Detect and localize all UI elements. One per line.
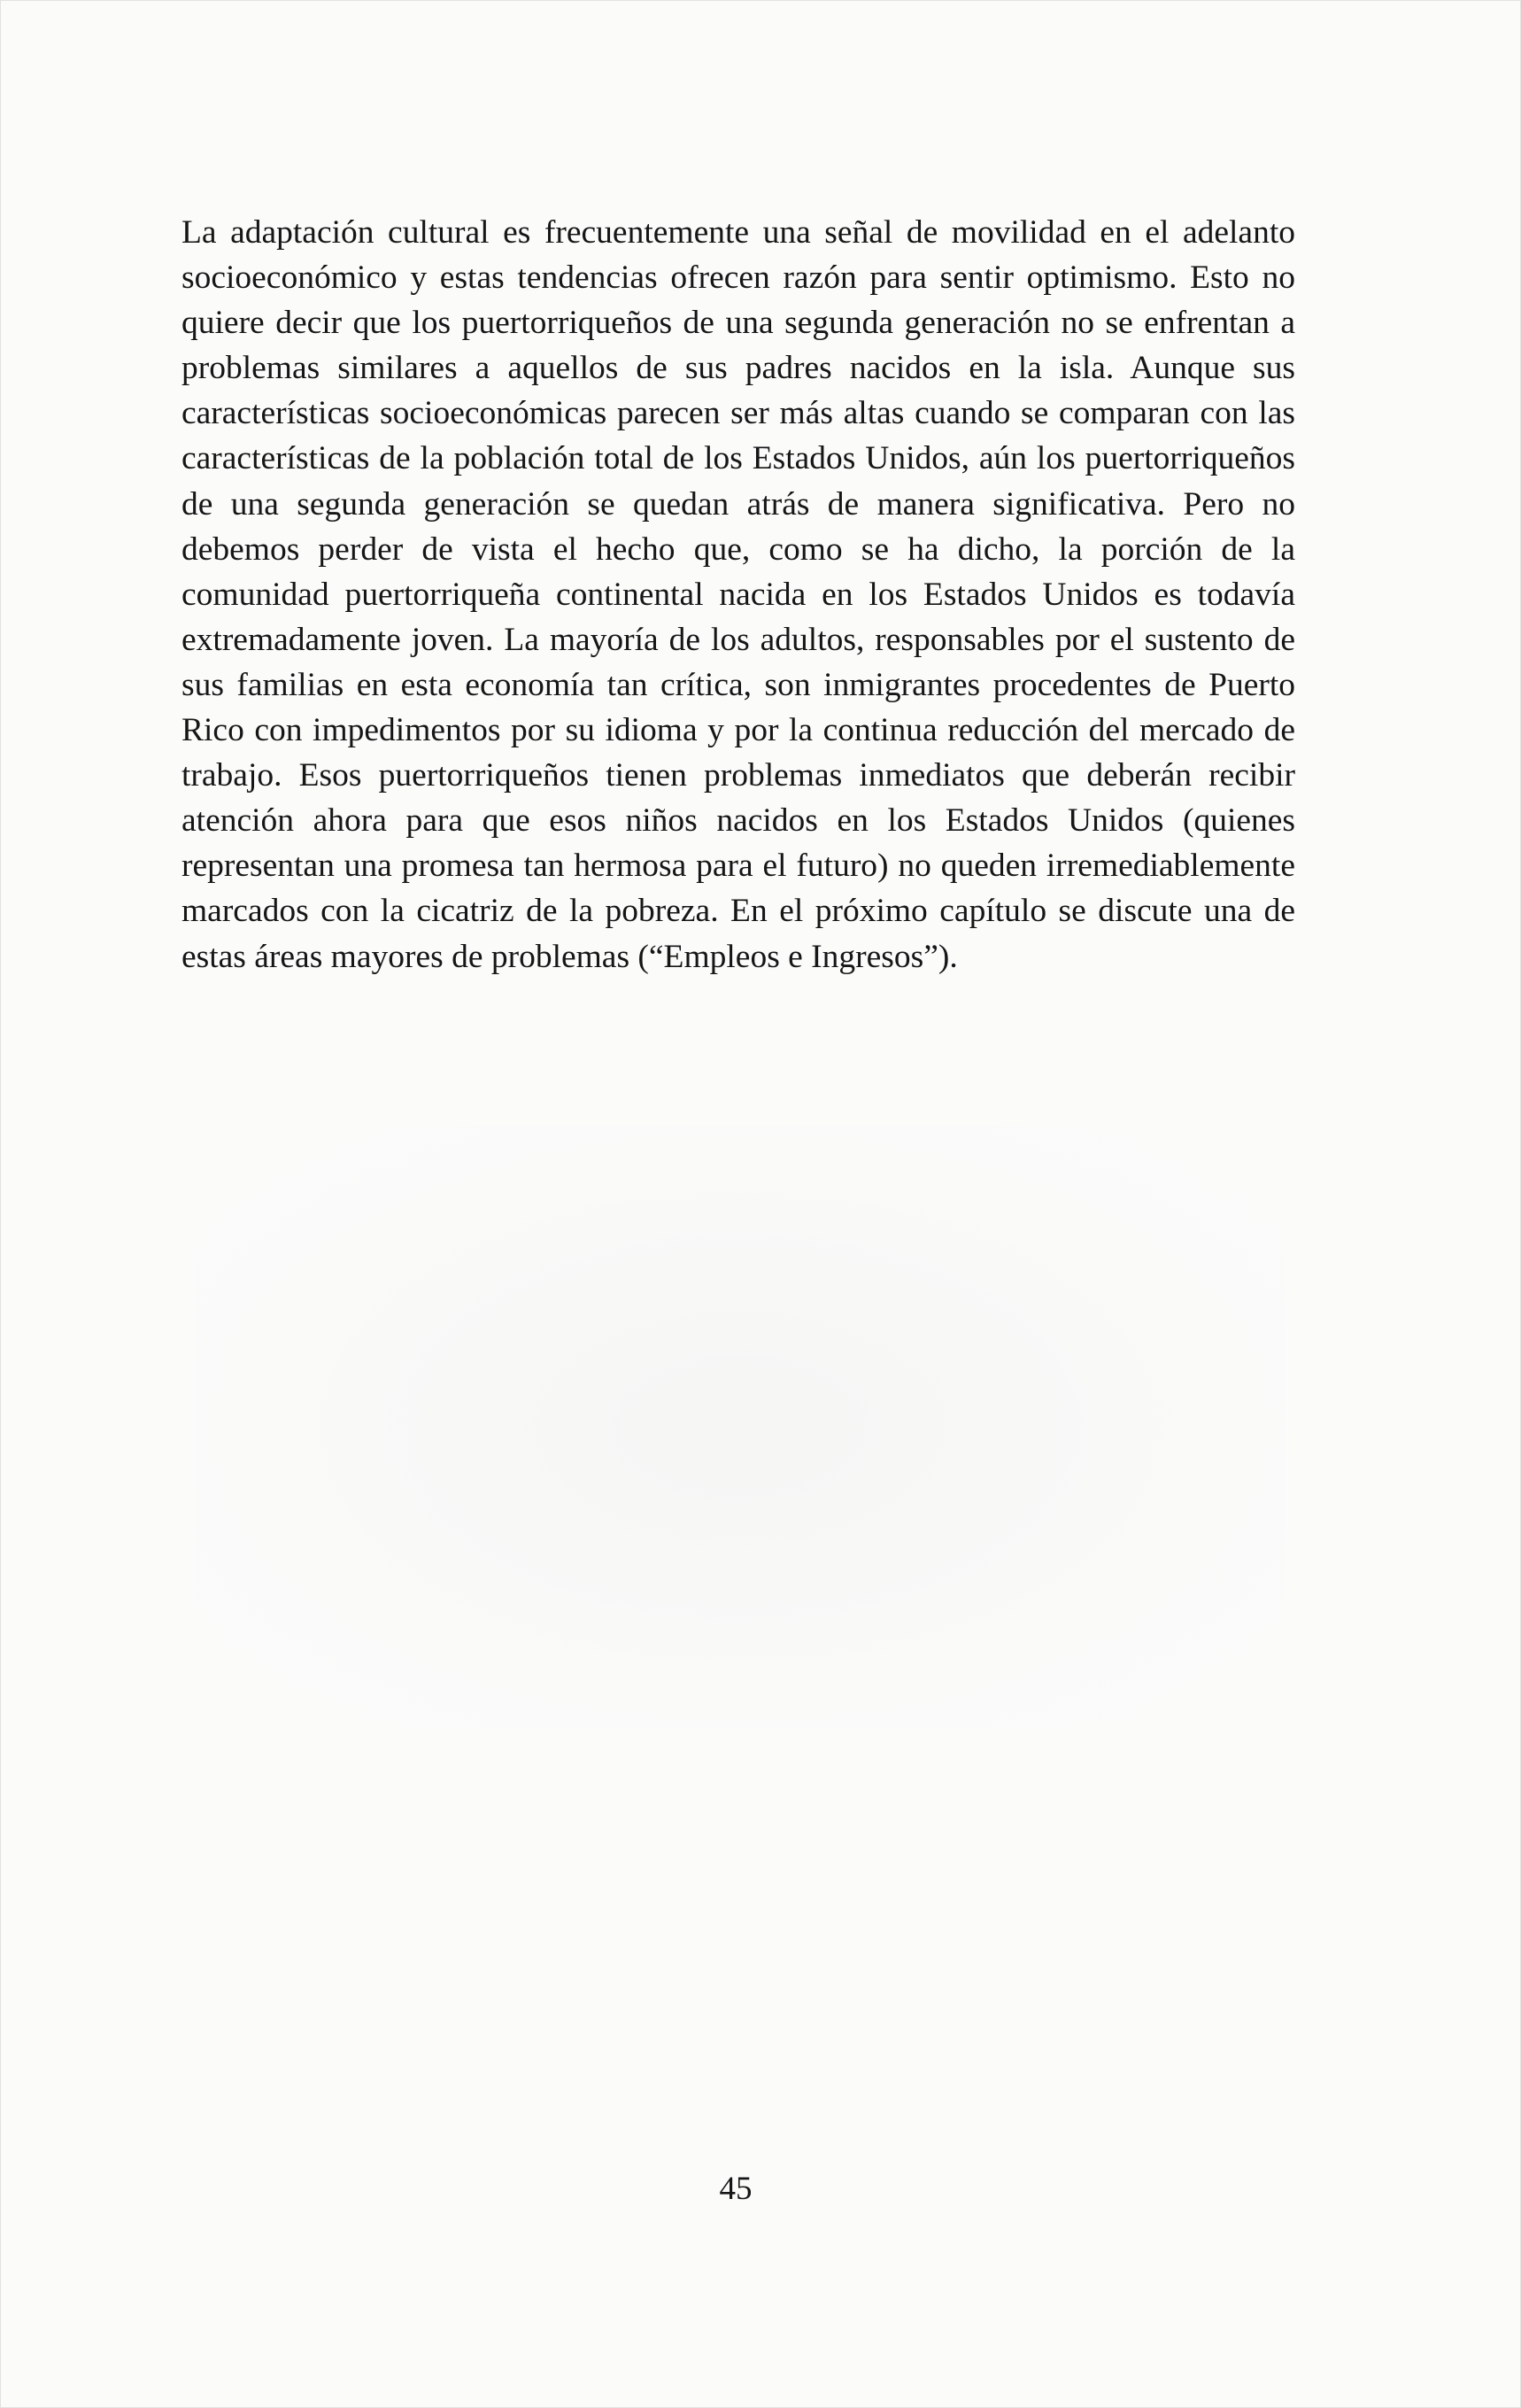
body-paragraph: La adaptación cultural es frecuentemente una señal de movilidad en el adelanto socioeconómico y estas tendencias ofrecen razón para sentir optimismo. Esto no quiere decir que los puertorriqueños de una segunda generación no se enfrentan a problemas similares a aquellos de sus padres nacidos en la isla. Aunque sus características socioeconómicas parecen ser más altas cuando se comparan con las características de la población total de los Estados Unidos, aún los puertorriqueños de una segunda generación se quedan atrás de manera significativa. Pero no debemos perder de vista el hecho que, como se ha dicho, la porción de la comunidad puertorriqueña continental nacida en los Estados Unidos es todavía extremadamente joven. La mayoría de los adultos, responsables por el sustento de sus familias en esta economía tan crítica, son inmigrantes procedentes de Puerto Rico con impedimentos por su idioma y por la continua reducción del mercado de trabajo. Esos puertorriqueños tienen problemas inmediatos que deberán recibir atención ahora para que esos niños nacidos en los Estados Unidos (quienes representan una promesa tan hermosa para el futuro) no queden irremediablemente marcados con la cicatriz de la pobreza. En el próximo capítulo se discute una de estas áreas mayores de problemas (“Empleos e Ingresos”). [181,214,1295,975]
show-through-shadow [196,1126,1285,1728]
page-number: 45 [719,2171,753,2207]
